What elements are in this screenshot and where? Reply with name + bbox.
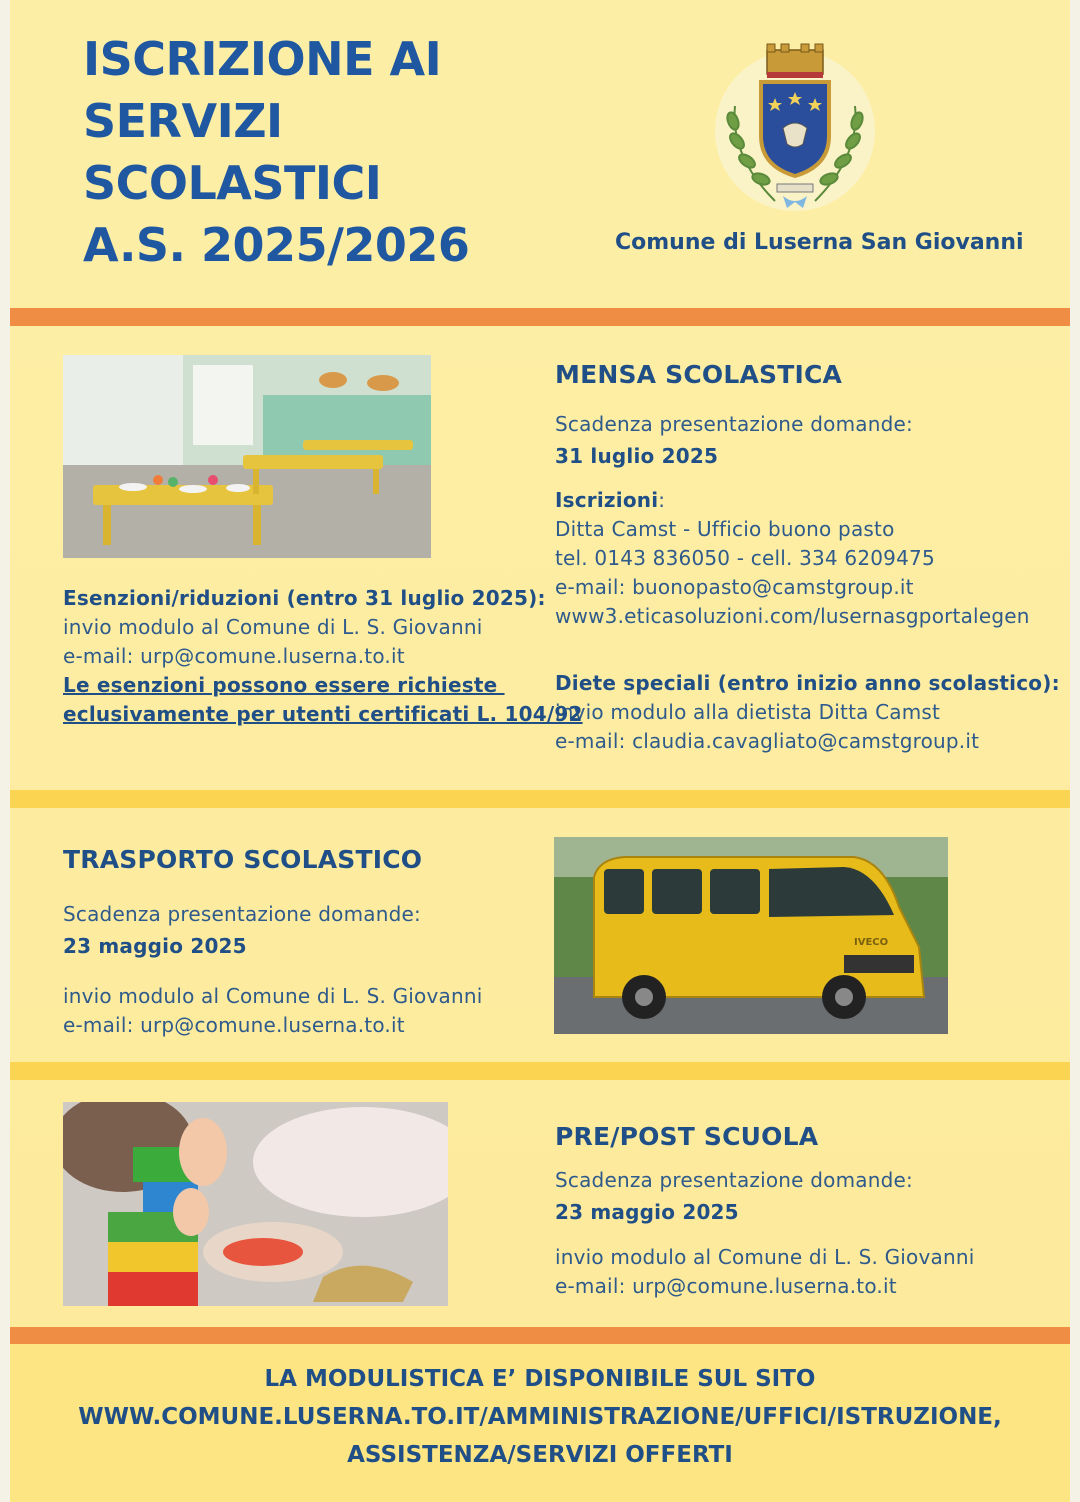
prepost-email: e-mail: urp@comune.luserna.to.it <box>555 1274 897 1298</box>
prepost-line: invio modulo al Comune di L. S. Giovanni <box>555 1245 975 1269</box>
school-bus-icon <box>554 837 948 1034</box>
footer <box>10 1344 1070 1502</box>
trasporto-deadline-date: 23 maggio 2025 <box>63 934 247 958</box>
mensa-diete-email: e-mail: claudia.cavagliato@camstgroup.it <box>555 729 980 753</box>
coat-of-arms-icon <box>705 36 885 216</box>
mensa-iscrizioni <box>555 486 1030 631</box>
mensa-iscrizioni-phone: tel. 0143 836050 - cell. 334 6209475 <box>555 546 935 570</box>
trasporto-title: TRASPORTO SCOLASTICO <box>63 845 423 874</box>
toy-blocks-icon <box>63 1102 448 1306</box>
mensa-esenzioni-label: Esenzioni/riduzioni (entro 31 luglio 2025): <box>63 586 546 610</box>
prepost-title: PRE/POST SCUOLA <box>555 1122 819 1151</box>
trasporto-contacts <box>63 982 483 1040</box>
divider-orange-top <box>10 308 1070 326</box>
mensa-iscrizioni-website: www3.eticasoluzioni.com/lusernasgportalegen <box>555 604 1030 628</box>
footer-line-3: ASSISTENZA/SERVIZI OFFERTI <box>347 1442 733 1468</box>
mensa-iscrizioni-line: Ditta Camst - Ufficio buono pasto <box>555 517 895 541</box>
divider-yellow-2 <box>10 1062 1070 1080</box>
trasporto-line: invio modulo al Comune di L. S. Giovanni <box>63 984 483 1008</box>
mensa-deadline <box>555 410 913 471</box>
title-line-1: ISCRIZIONE AI <box>83 32 442 86</box>
mensa-esenzioni-note-1: Le esenzioni possono essere richieste <box>63 673 505 697</box>
mensa-photo <box>63 355 431 558</box>
poster <box>10 0 1070 1502</box>
footer-line-1: LA MODULISTICA E’ DISPONIBILE SUL SITO <box>264 1366 816 1392</box>
header <box>10 0 1070 308</box>
prepost-deadline-label: Scadenza presentazione domande: <box>555 1168 913 1192</box>
canteen-illustration-icon <box>63 355 431 558</box>
bus-photo <box>554 837 948 1034</box>
municipality-name: Comune di Luserna San Giovanni <box>615 230 1024 255</box>
mensa-iscrizioni-colon: : <box>658 488 666 512</box>
bus-brand: IVECO <box>854 937 889 948</box>
mensa-esenzioni-email: e-mail: urp@comune.luserna.to.it <box>63 644 405 668</box>
mensa-diete-label: Diete speciali (entro inizio anno scolastico): <box>555 671 1060 695</box>
title-line-2: SERVIZI <box>83 94 283 148</box>
divider-yellow-1 <box>10 790 1070 808</box>
prepost-contacts <box>555 1243 975 1301</box>
trasporto-email: e-mail: urp@comune.luserna.to.it <box>63 1013 405 1037</box>
mensa-esenzioni-line: invio modulo al Comune di L. S. Giovanni <box>63 615 483 639</box>
mensa-title: MENSA SCOLASTICA <box>555 360 843 389</box>
mensa-esenzioni <box>63 584 583 729</box>
mensa-iscrizioni-label: Iscrizioni <box>555 488 659 512</box>
prepost-deadline-date: 23 maggio 2025 <box>555 1200 739 1224</box>
mensa-iscrizioni-email: e-mail: buonopasto@camstgroup.it <box>555 575 914 599</box>
mensa-deadline-date: 31 luglio 2025 <box>555 444 719 468</box>
mensa-deadline-label: Scadenza presentazione domande: <box>555 412 913 436</box>
mensa-diete <box>555 669 1060 756</box>
trasporto-deadline <box>63 900 421 961</box>
blocks-photo <box>63 1102 448 1306</box>
trasporto-deadline-label: Scadenza presentazione domande: <box>63 902 421 926</box>
footer-line-2: WWW.COMUNE.LUSERNA.TO.IT/AMMINISTRAZIONE/UFFICI/ISTRUZIONE, <box>78 1404 1002 1430</box>
divider-orange-bottom <box>10 1327 1070 1344</box>
mensa-diete-line: invio modulo alla dietista Ditta Camst <box>555 700 941 724</box>
title-line-4: A.S. 2025/2026 <box>83 218 470 272</box>
title-line-3: SCOLASTICI <box>83 156 382 210</box>
prepost-deadline <box>555 1166 913 1227</box>
mensa-esenzioni-note-2: eclusivamente per utenti certificati L. 104/92 <box>63 702 583 726</box>
